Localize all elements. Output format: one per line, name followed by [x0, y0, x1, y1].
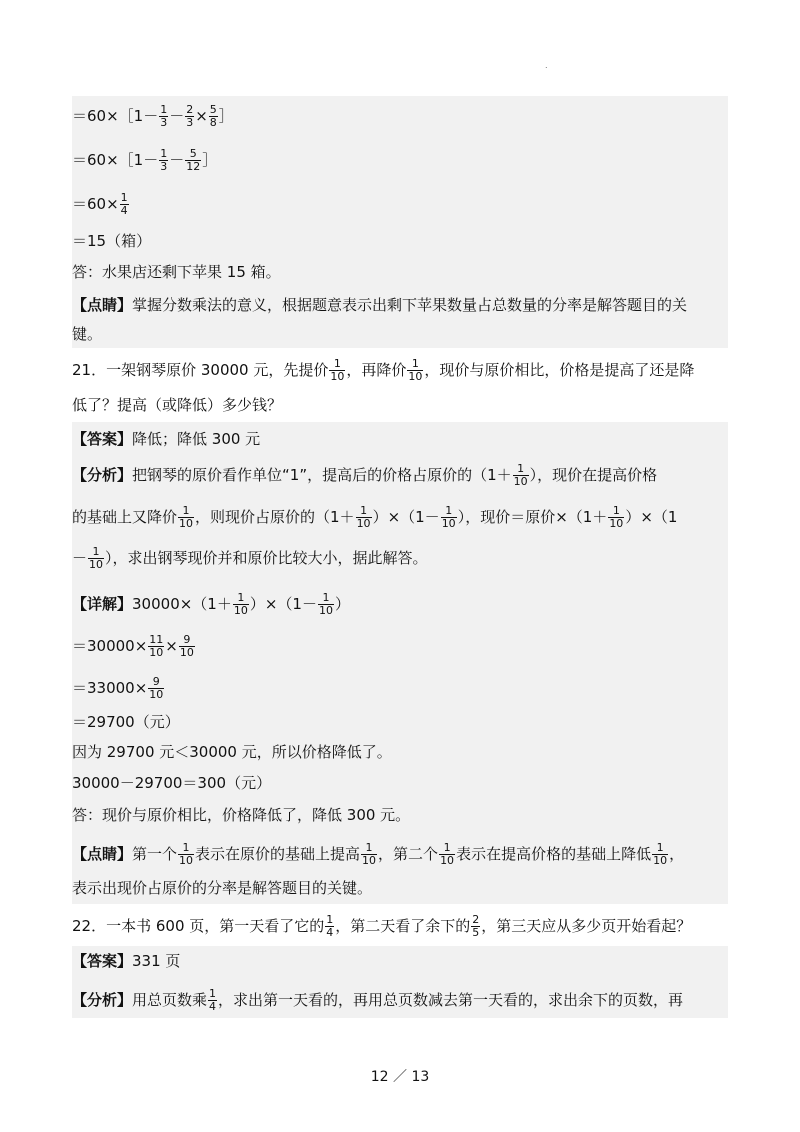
text-segment: 30000×（1＋	[132, 595, 232, 613]
text-segment: 【答案】	[72, 952, 133, 970]
denominator: 10	[513, 475, 528, 488]
point-21-line-2: 表示出现价占原价的分率是解答题目的关键。	[72, 879, 373, 897]
question-22-line-1	[72, 914, 691, 939]
question-21-line-1	[72, 358, 694, 383]
fraction	[178, 505, 194, 530]
point-line-1	[72, 294, 687, 316]
denominator: 10	[441, 517, 456, 530]
numerator: 5	[209, 103, 217, 116]
fraction	[159, 104, 168, 129]
analysis-21-line-2	[72, 505, 677, 530]
denominator: 10	[362, 854, 377, 867]
denominator: 10	[179, 646, 194, 659]
text-segment: 【点睛】	[72, 296, 133, 314]
fraction	[148, 676, 164, 701]
fraction	[356, 505, 372, 530]
text-segment: 用总页数乘	[132, 991, 208, 1009]
analysis-21-line-1	[72, 463, 657, 488]
numerator: 1	[178, 505, 194, 518]
text-segment: 的基础上又降价	[72, 508, 178, 526]
detail-21-line-2	[72, 634, 196, 659]
fraction	[325, 914, 334, 939]
text-segment: 表示在原价的基础上提高	[195, 845, 361, 863]
numerator: 1	[326, 913, 334, 926]
denominator: 3	[160, 116, 168, 129]
numerator: 1	[361, 842, 377, 855]
text-segment: 掌握分数乘法的意义，根据题意表示出剩下苹果数量占总数量的分率是解答题目的关	[132, 296, 688, 314]
numerator: 1	[120, 191, 128, 204]
denominator: 10	[440, 854, 455, 867]
numerator: 2	[186, 103, 194, 116]
text-segment: ＝60×	[72, 195, 119, 213]
fraction	[471, 914, 480, 939]
solution-block-21	[72, 422, 728, 904]
point-line-2: 键。	[72, 325, 103, 343]
point-21-line-1	[72, 842, 684, 867]
detail-21-line-5: 因为 29700 元＜30000 元，所以价格降低了。	[72, 743, 392, 761]
fraction	[159, 148, 168, 173]
numerator: 9	[179, 634, 195, 647]
fraction	[361, 842, 377, 867]
fraction	[652, 842, 668, 867]
text-segment: ），现价＝原价×（1＋	[457, 508, 608, 526]
numerator: 1	[233, 592, 249, 605]
calc-line-2	[72, 148, 217, 173]
text-segment: 331 页	[132, 952, 181, 970]
denominator: 4	[326, 926, 334, 939]
text-segment: 22．一本书 600 页，第一天看了它的	[72, 917, 325, 935]
fraction	[318, 592, 334, 617]
text-segment: ＝33000×	[72, 679, 148, 697]
text-segment: 【分析】	[72, 991, 133, 1009]
numerator: 1	[88, 546, 104, 559]
numerator: 1	[209, 987, 217, 1000]
analysis-21-line-3	[72, 546, 428, 571]
numerator: 5	[185, 148, 201, 161]
text-segment: ）×（1－	[372, 508, 440, 526]
text-segment: ）	[334, 595, 350, 613]
text-segment: 21．一架钢琴原价 30000 元，先提价	[72, 361, 329, 379]
denominator: 10	[330, 370, 345, 383]
fraction	[209, 104, 218, 129]
text-segment: 第一个	[132, 845, 178, 863]
text-segment: 表示在提高价格的基础上降低	[456, 845, 652, 863]
numerator: 1	[513, 463, 529, 476]
denominator: 10	[233, 604, 248, 617]
detail-21-line-3	[72, 676, 165, 701]
detail-21-line-6: 30000－29700＝300（元）	[72, 774, 272, 792]
denominator: 4	[209, 1000, 217, 1013]
denominator: 10	[653, 854, 668, 867]
text-segment: ］	[202, 151, 218, 169]
text-segment: －	[169, 151, 185, 169]
denominator: 3	[160, 160, 168, 173]
numerator: 1	[608, 505, 624, 518]
text-segment: ）×（1	[625, 508, 678, 526]
denominator: 12	[186, 160, 201, 173]
text-segment: ×	[195, 107, 208, 125]
numerator: 1	[652, 842, 668, 855]
text-segment: ，第二个	[378, 845, 439, 863]
answer-22	[72, 950, 180, 972]
denominator: 8	[209, 116, 217, 129]
analysis-22-line-1	[72, 988, 683, 1013]
fraction	[120, 192, 129, 217]
text-segment: ），求出钢琴现价并和原价比较大小，据此解答。	[105, 549, 428, 567]
text-segment: －	[169, 107, 185, 125]
denominator: 10	[408, 370, 423, 383]
denominator: 10	[179, 517, 194, 530]
text-segment: ），现价在提高价格	[529, 466, 658, 484]
text-segment: ＝60×［1－	[72, 107, 159, 125]
numerator: 1	[441, 505, 457, 518]
fraction	[513, 463, 529, 488]
numerator: 1	[439, 842, 455, 855]
fraction	[441, 505, 457, 530]
text-segment: ，则现价占原价的（1＋	[195, 508, 355, 526]
text-segment: －	[72, 549, 88, 567]
denominator: 10	[318, 604, 333, 617]
detail-21-line-1	[72, 592, 350, 617]
numerator: 1	[160, 147, 168, 160]
text-segment: ］	[218, 107, 234, 125]
text-segment: 把钢琴的原价看作单位“1”，提高后的价格占原价的（1＋	[132, 466, 512, 484]
fraction	[88, 546, 104, 571]
text-segment: 【点睛】	[72, 845, 133, 863]
fraction	[148, 634, 164, 659]
text-segment: 降低；降低 300 元	[132, 430, 261, 448]
numerator: 9	[148, 676, 164, 689]
text-segment: ＝30000×	[72, 637, 148, 655]
denominator: 10	[609, 517, 624, 530]
denominator: 4	[120, 204, 128, 217]
numerator: 1	[329, 358, 345, 371]
text-segment: 【详解】	[72, 595, 133, 613]
fraction	[185, 148, 201, 173]
fraction	[185, 104, 194, 129]
fraction	[233, 592, 249, 617]
question-21-line-2: 低了？提高（或降低）多少钱？	[72, 396, 283, 414]
numerator: 11	[149, 633, 164, 646]
numerator: 1	[178, 842, 194, 855]
detail-21-line-4: ＝29700（元）	[72, 713, 180, 731]
detail-21-line-7: 答：现价与原价相比，价格降低了，降低 300 元。	[72, 806, 411, 824]
answer-21	[72, 428, 260, 450]
numerator: 1	[407, 358, 423, 371]
fraction	[179, 634, 195, 659]
text-segment: ，求出第一天看的，再用总页数减去第一天看的，求出余下的页数，再	[218, 991, 684, 1009]
answer-text: 答：水果店还剩下苹果 15 箱。	[72, 263, 281, 281]
fraction	[208, 988, 217, 1013]
calc-line-1	[72, 104, 234, 129]
text-segment: ×	[165, 637, 178, 655]
text-segment: ，再降价	[346, 361, 407, 379]
text-segment: 【答案】	[72, 430, 133, 448]
text-segment: ，现价与原价相比，价格是提高了还是降	[424, 361, 695, 379]
calc-line-3	[72, 192, 130, 217]
numerator: 1	[318, 592, 334, 605]
denominator: 10	[179, 854, 194, 867]
denominator: 3	[186, 116, 194, 129]
fraction	[439, 842, 455, 867]
numerator: 1	[160, 103, 168, 116]
denominator: 10	[149, 688, 164, 701]
numerator: 2	[472, 913, 480, 926]
text-segment: ）×（1－	[249, 595, 317, 613]
fraction	[178, 842, 194, 867]
text-segment: ＝60×［1－	[72, 151, 159, 169]
denominator: 5	[472, 926, 480, 939]
text-segment: ，第二天看了余下的	[335, 917, 471, 935]
denominator: 10	[149, 646, 164, 659]
text-segment: ，第三天应从多少页开始看起？	[481, 917, 692, 935]
text-segment: 【分析】	[72, 466, 133, 484]
scan-dot: .	[545, 61, 548, 70]
denominator: 10	[89, 558, 104, 571]
text-segment: ，	[669, 845, 685, 863]
fraction	[329, 358, 345, 383]
denominator: 10	[356, 517, 371, 530]
fraction	[407, 358, 423, 383]
fraction	[608, 505, 624, 530]
page-number: 12 ／ 13	[370, 1069, 430, 1085]
calc-line-4: ＝15（箱）	[72, 232, 152, 250]
numerator: 1	[356, 505, 372, 518]
